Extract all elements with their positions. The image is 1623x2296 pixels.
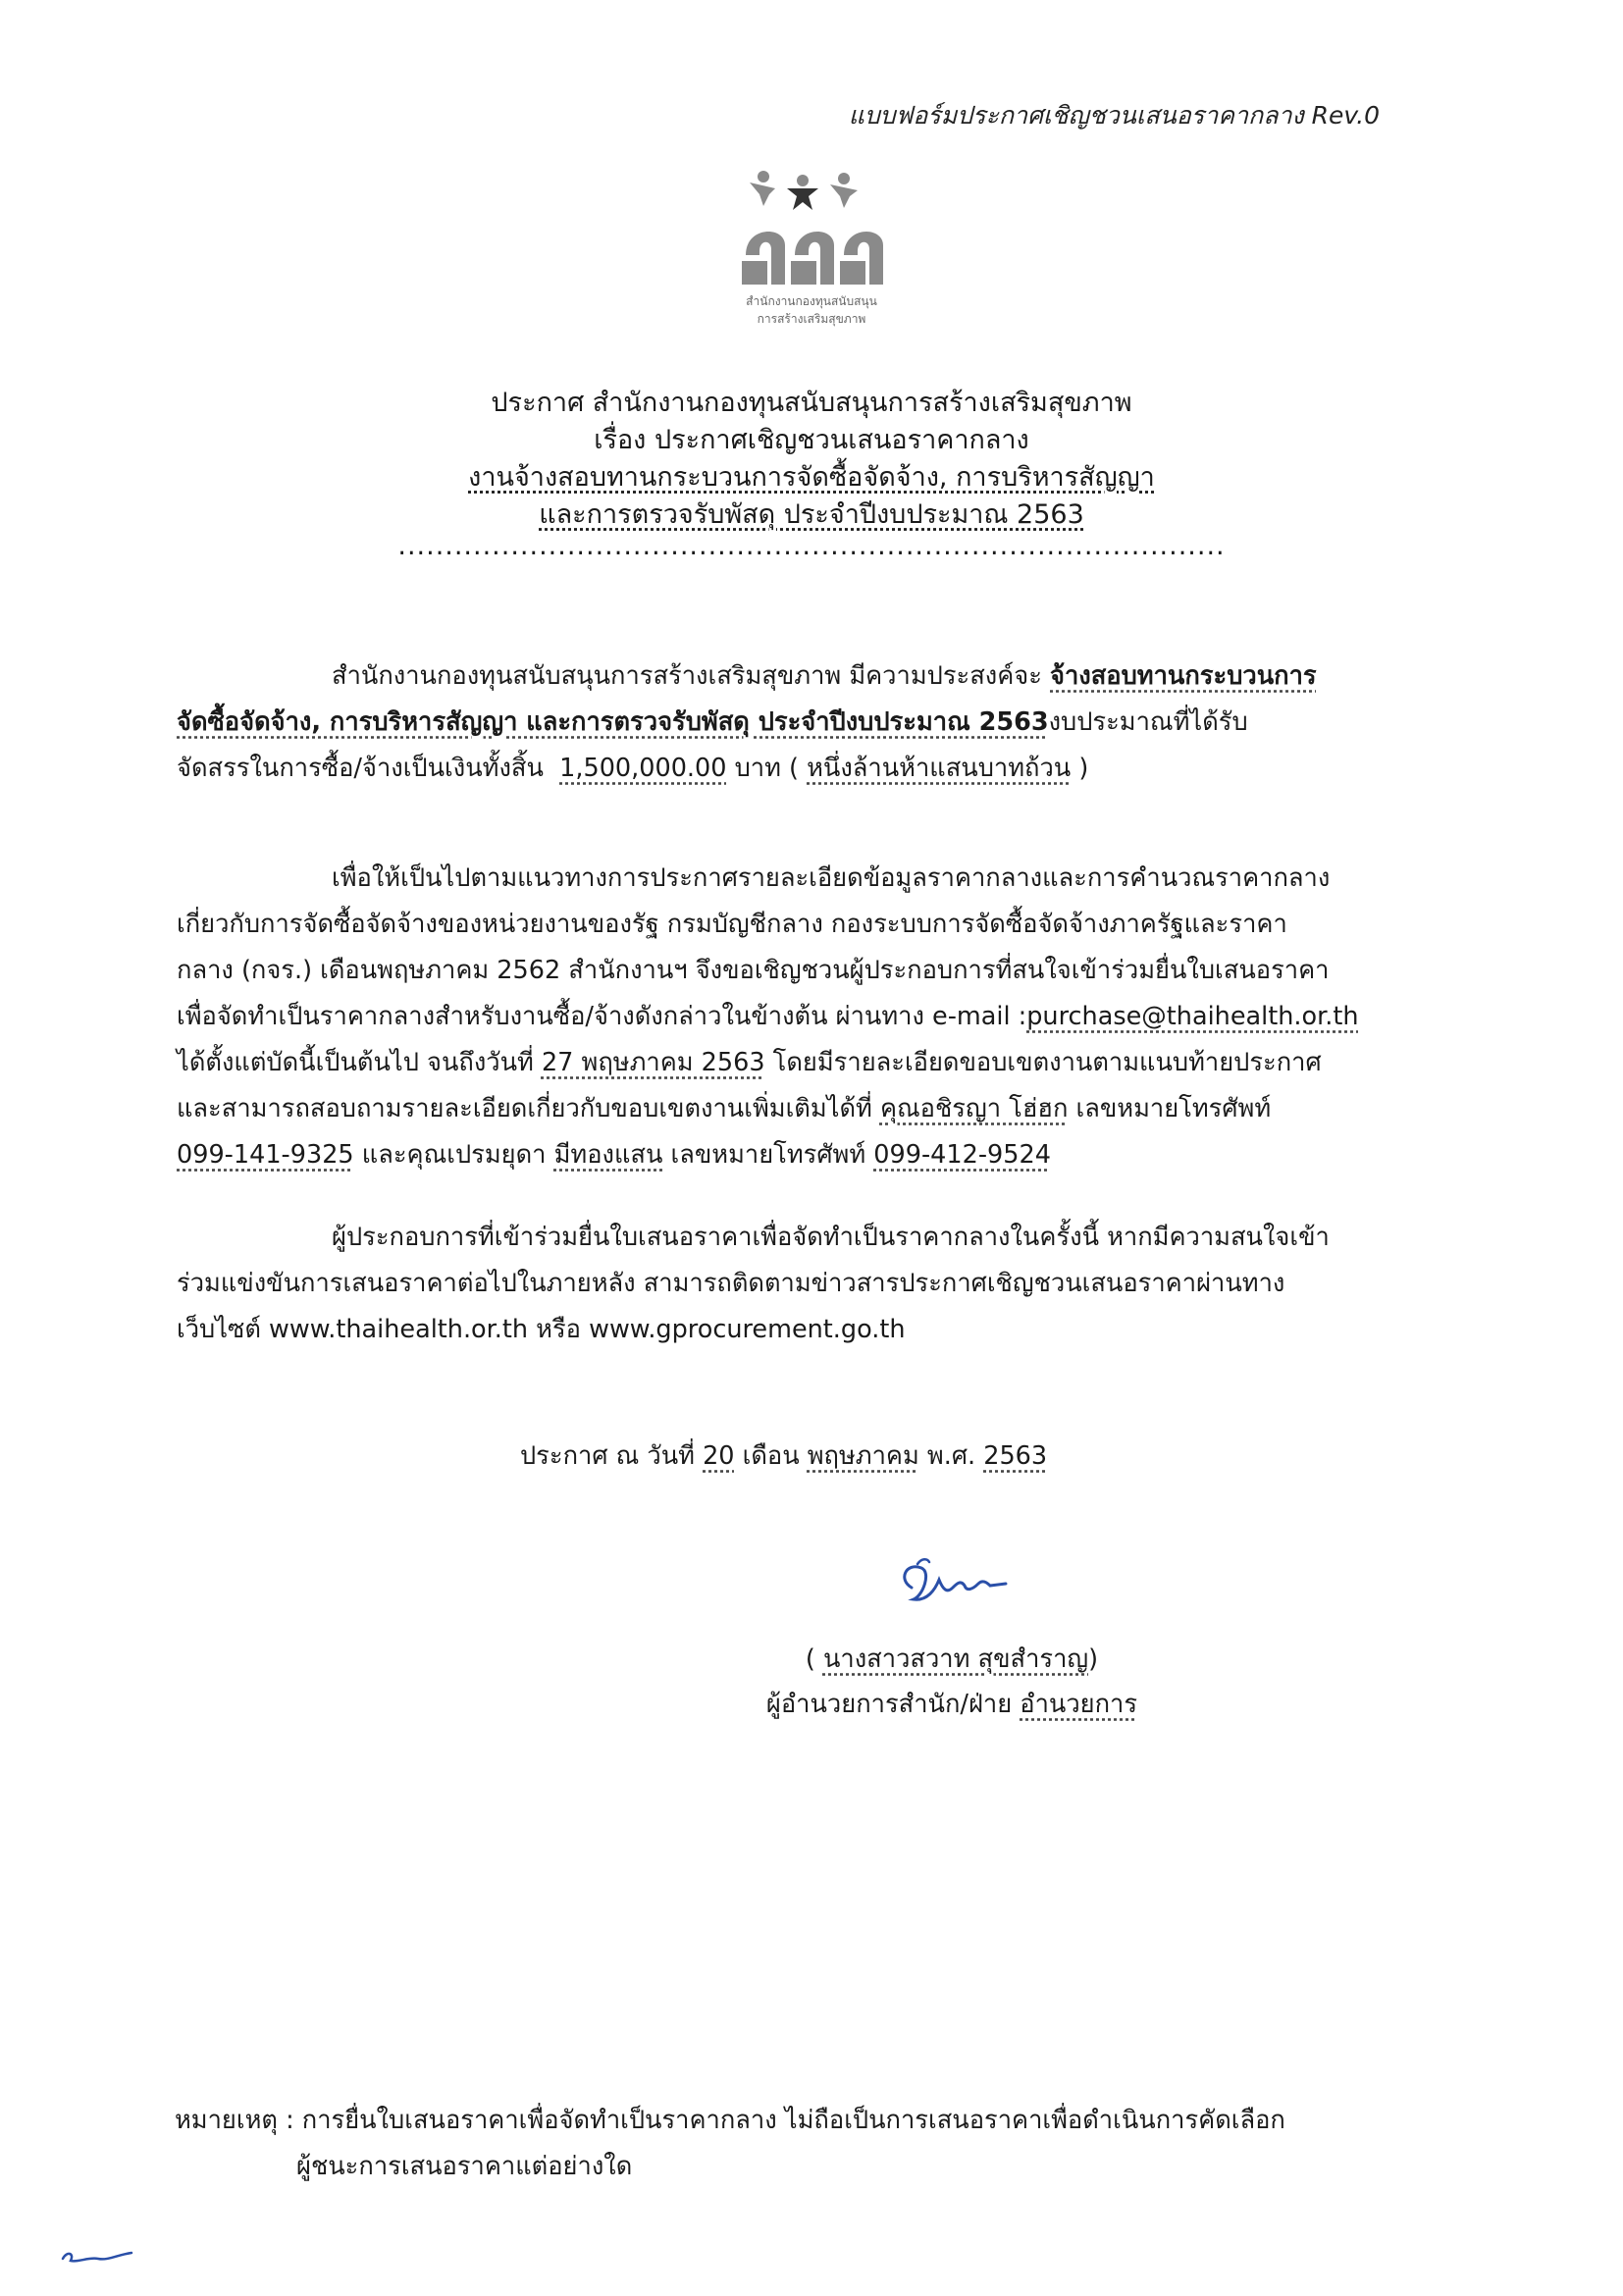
contact-phone-1: 099-141-9325 — [177, 1140, 354, 1170]
invitation-line1: เพื่อให้เป็นไปตามแนวทางการประกาศรายละเอียดข้อมูลราคากลางและการคำนวณราคากลาง — [332, 863, 1331, 893]
date-year: 2563 — [983, 1441, 1048, 1471]
thaihealth-logo — [707, 167, 916, 334]
heading-line3: งานจ้างสอบทานกระบวนการจัดซื้อจัดจ้าง, การบริหารสัญญา — [468, 462, 1155, 493]
contact-person-1: คุณอชิรญา โฮ่ฮก — [879, 1094, 1069, 1123]
paragraph-purpose — [177, 653, 1423, 792]
budget-amount-words: หนึ่งล้านห้าแสนบาทถ้วน — [807, 754, 1072, 783]
heading-dotted-rule: ........................................................................................ — [397, 531, 1226, 561]
footnote — [175, 2098, 1450, 2190]
logo-caption-line1: สำนักงานกองทุนสนับสนุน — [746, 294, 877, 308]
paragraph-followup — [177, 1215, 1423, 1353]
followup-line1: ผู้ประกอบการที่เข้าร่วมยื่นใบเสนอราคาเพื่อจัดทำเป็นราคากลางในครั้งนี้ หากมีความสนใจเข้า — [332, 1223, 1330, 1252]
phone-label-1: เลขหมายโทรศัพท์ — [1068, 1094, 1272, 1123]
deadline-text: ได้ตั้งแต่บัดนี้เป็นต้นไป จนถึงวันที่ — [177, 1048, 542, 1077]
inquiry-text: และสามารถสอบถามรายละเอียดเกี่ยวกับขอบเขตงานเพิ่มเติมได้ที่ — [177, 1094, 880, 1123]
heading-line1: ประกาศ สำนักงานกองทุนสนับสนุนการสร้างเสริมสุขภาพ — [491, 388, 1132, 418]
note-label: หมายเหตุ : — [175, 2106, 302, 2135]
initials-icon — [59, 2243, 137, 2269]
announcement-date — [520, 1436, 1047, 1476]
heading-line2: เรื่อง ประกาศเชิญชวนเสนอราคากลาง — [594, 425, 1029, 455]
name-close-paren: ) — [1088, 1644, 1099, 1674]
contact-person-2-prefix: และคุณเปรมยุดา — [353, 1140, 554, 1170]
followup-line2: ร่วมแข่งขันการเสนอราคาต่อไปในภายหลัง สามารถติดตามข่าวสารประกาศเชิญชวนเสนอราคาผ่านทาง — [177, 1269, 1285, 1298]
announcement-heading — [321, 385, 1302, 565]
deadline-date: 27 พฤษภาคม 2563 — [541, 1048, 765, 1077]
date-day: 20 — [703, 1441, 735, 1471]
month-label: เดือน — [734, 1441, 808, 1471]
name-open-paren: ( — [805, 1644, 815, 1674]
project-name-part1: จ้างสอบทานกระบวนการ — [1050, 661, 1317, 691]
invitation-line4: เพื่อจัดทำเป็นราคากลางสำหรับงานซื้อ/จ้างดังกล่าวในข้างต้น ผ่านทาง e-mail : — [177, 1002, 1027, 1031]
invitation-line2: เกี่ยวกับการจัดซื้อจัดจ้างของหน่วยงานของรัฐ กรมบัญชีกลาง กองระบบการจัดซื้อจัดจ้างภาครัฐและราคา — [177, 910, 1287, 939]
budget-text: งบประมาณที่ได้รับ — [1048, 707, 1248, 737]
logo-caption-line2: การสร้างเสริมสุขภาพ — [757, 312, 866, 326]
contact-phone-2: 099-412-9524 — [873, 1140, 1051, 1170]
baht-label: บาท ( — [726, 754, 799, 783]
contact-email: purchase@thaihealth.or.th — [1026, 1002, 1359, 1031]
note-line2: ผู้ชนะการเสนอราคาแต่อย่างใด — [296, 2152, 633, 2181]
signatory-title-prefix: ผู้อำนวยการสำนัก/ฝ่าย — [765, 1690, 1021, 1719]
paragraph-invitation — [177, 856, 1423, 1178]
invitation-line3: กลาง (กจร.) เดือนพฤษภาคม 2562 สำนักงานฯ จึงขอเชิญชวนผู้ประกอบการที่สนใจเข้าร่วมยื่นใบเสนอราคา — [177, 956, 1330, 985]
heading-line4: และการตรวจรับพัสดุ ประจำปีงบประมาณ 2563 — [539, 499, 1084, 530]
scope-text: โดยมีรายละเอียดขอบเขตงานตามแนบท้ายประกาศ — [764, 1048, 1322, 1077]
signatory-title: อำนวยการ — [1020, 1690, 1138, 1719]
note-line1: การยื่นใบเสนอราคาเพื่อจัดทำเป็นราคากลาง ไม่ถือเป็นการเสนอราคาเพื่อดำเนินการคัดเลือก — [301, 2106, 1285, 2135]
allocation-text: จัดสรรในการซื้อ/จ้างเป็นเงินทั้งสิ้น — [177, 754, 544, 783]
signatory-name: นางสาวสวาท สุขสำราญ — [822, 1644, 1089, 1674]
date-month: พฤษภาคม — [807, 1441, 919, 1471]
phone-label-2: เลขหมายโทรศัพท์ — [662, 1140, 874, 1170]
budget-amount: 1,500,000.00 — [559, 754, 727, 783]
date-prefix: ประกาศ ณ วันที่ — [520, 1441, 704, 1471]
close-paren: ) — [1078, 754, 1089, 783]
followup-line3: เว็บไซต์ www.thaihealth.or.th หรือ www.gprocurement.go.th — [177, 1315, 906, 1344]
project-name-part2: จัดซื้อจัดจ้าง, การบริหารสัญญา และการตรวจรับพัสดุ ประจำปีงบประมาณ 2563 — [177, 707, 1049, 737]
thaihealth-logo-icon — [707, 167, 916, 304]
purpose-text: สำนักงานกองทุนสนับสนุนการสร้างเสริมสุขภาพ มีความประสงค์จะ — [332, 661, 1051, 691]
year-label: พ.ศ. — [918, 1441, 984, 1471]
signatory-block — [746, 1637, 1158, 1727]
form-revision-label: แบบฟอร์มประกาศเชิญชวนเสนอราคากลาง Rev.0 — [848, 101, 1380, 130]
signature-icon — [888, 1550, 1035, 1619]
contact-person-2: มีทองแสน — [553, 1140, 663, 1170]
